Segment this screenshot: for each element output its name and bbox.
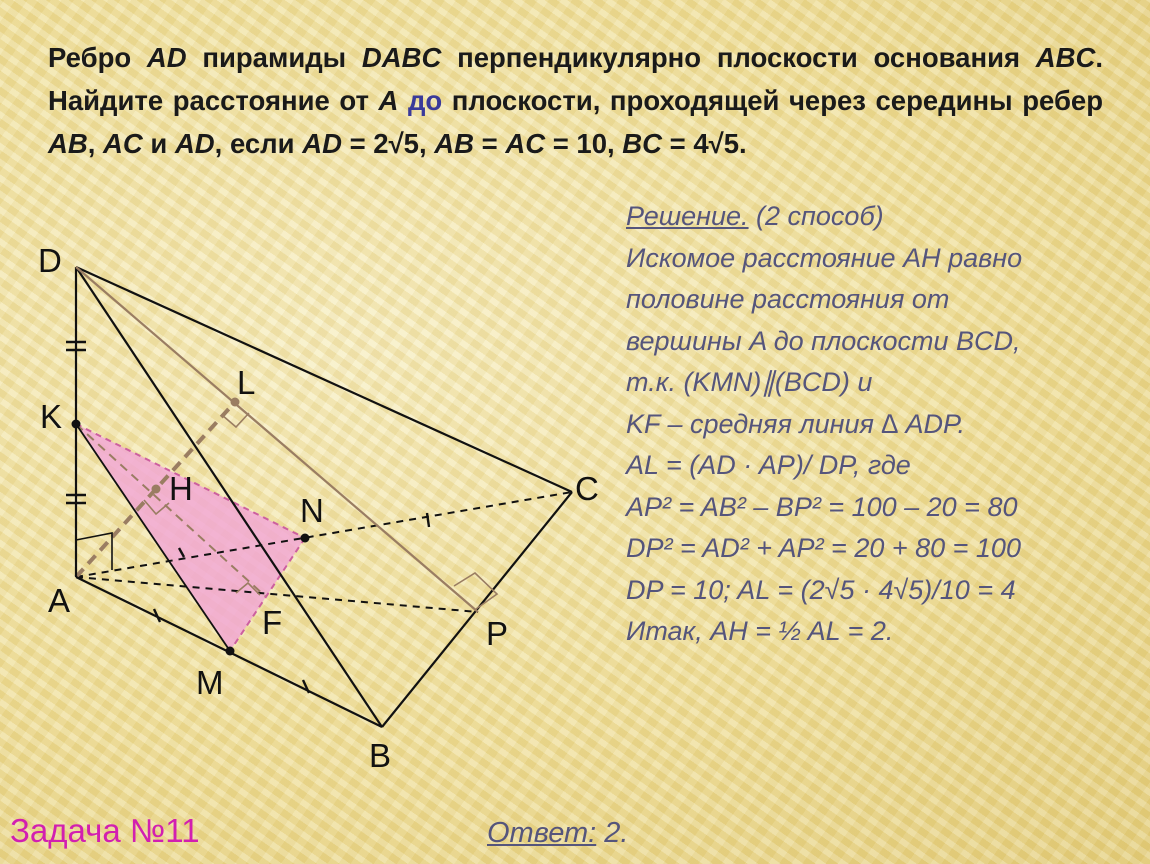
label-a: A <box>48 582 71 619</box>
solution-line: AL = (AD · AP)/ DP, где <box>626 450 911 480</box>
solution-line: KF – средняя линия ∆ ADP. <box>626 408 965 439</box>
point-k <box>72 420 81 429</box>
point-n <box>301 534 310 543</box>
label-l: L <box>237 364 256 401</box>
point-h <box>152 485 161 494</box>
answer-value: 2. <box>596 817 629 849</box>
solution-line: т.к. (KMN)∥(BCD) и <box>626 367 873 397</box>
label-h: H <box>169 470 193 507</box>
answer <box>487 817 628 850</box>
solution-line: вершины A до плоскости BCD, <box>626 325 1021 356</box>
answer-label: Ответ: <box>487 817 597 849</box>
solution-line: половине расстояния от <box>626 284 950 314</box>
solution-line: DP² = AD² + AP² = 20 + 80 = 100 <box>626 533 1021 563</box>
right-angle-a <box>76 533 112 570</box>
label-p: P <box>486 615 509 652</box>
edge-bc <box>382 492 572 727</box>
problem-statement: Ребро AD пирамиды DABC перпендикулярно плоскости основания ABC. Найдите расстояние от A до плоскости, проходящей через середины ребер AB, AC и AD, если AD = 2√5, AB = AC = 10, BC = 4√5. <box>48 42 1104 159</box>
solution-line: Итак, AH = ½ AL = 2. <box>626 616 894 646</box>
label-f: F <box>262 604 283 641</box>
solution-method: (2 способ) <box>748 201 884 231</box>
solution-line: Искомое расстояние AH равно <box>626 242 1023 273</box>
label-c: C <box>575 470 599 507</box>
point-m <box>226 647 235 656</box>
solution-heading: Решение. <box>626 201 749 231</box>
label-k: K <box>40 398 63 435</box>
task-number: Задача №11 <box>10 812 200 849</box>
label-b: B <box>369 737 392 774</box>
label-d: D <box>38 242 62 279</box>
label-m: M <box>196 664 224 701</box>
solution-line: DP = 10; AL = (2√5 · 4√5)/10 = 4 <box>626 574 1016 605</box>
solution-text <box>626 196 1126 653</box>
solution-line: AP² = AB² – BP² = 100 – 20 = 80 <box>626 491 1018 522</box>
solution-heading-line <box>626 196 1126 238</box>
label-n: N <box>300 492 324 529</box>
right-angle-l <box>222 413 249 427</box>
